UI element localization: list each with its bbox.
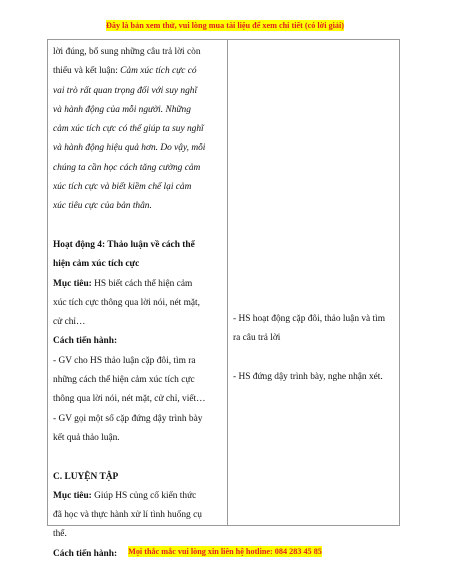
conclusion-line: và hành động của mỗi người. Những xyxy=(53,104,191,115)
preview-banner xyxy=(0,21,450,30)
spacer xyxy=(53,448,225,467)
method-label: Cách tiến hành: xyxy=(53,548,118,559)
goal-line: xúc tích cực thông qua lời nói, nét mặt, xyxy=(53,297,200,308)
activity-4-heading: Hoạt động 4: Thảo luận về cách thể xyxy=(53,239,195,250)
conclusion-line: xúc tiêu cực của bản thân. xyxy=(53,201,152,212)
conclusion-line: chúng ta cần học cách tăng cường cảm xyxy=(53,162,201,173)
teacher-activity-column xyxy=(53,43,225,564)
method-line: - GV gọi một số cặp đứng dậy trình bày xyxy=(53,413,203,424)
student-line: ra câu trả lời xyxy=(233,333,281,344)
section-c-heading: C. LUYỆN TẬP xyxy=(53,471,119,482)
hotline-banner-text: Mọi thắc mắc vui lòng xin liên hệ hotline: 084 283 45 85 xyxy=(128,547,322,556)
goal-line: Mục tiêu: Giúp HS củng cố kiến thức xyxy=(53,490,197,501)
conclusion-line: cảm xúc tích cực có thể giúp ta suy nghĩ xyxy=(53,124,204,135)
student-activity-column xyxy=(233,310,398,387)
student-line xyxy=(233,349,398,368)
goal-line: đã học và thực hành xử lí tình huống cụ xyxy=(53,510,202,521)
goal-line: Mục tiêu: HS biết cách thể hiện cảm xyxy=(53,278,193,289)
conclusion-line: xúc tích cực và biết kiềm chế lại cảm xyxy=(53,182,192,193)
method-line: thông qua lời nói, nét mặt, cử chỉ, viết… xyxy=(53,394,206,405)
conclusion-line: và hành động hiệu quả hơn. Do vậy, mỗi xyxy=(53,143,206,154)
spacer xyxy=(53,217,225,236)
method-label: Cách tiến hành: xyxy=(53,336,118,347)
method-line: những cách thể hiện cảm xúc tích cực xyxy=(53,375,195,386)
intro-line: thiếu và kết luận: Cảm xúc tích cực có xyxy=(53,66,197,77)
method-line: kết quả thảo luận. xyxy=(53,432,120,443)
goal-line: cử chỉ… xyxy=(53,317,86,328)
goal-label: Mục tiêu: xyxy=(53,278,92,289)
activity-4-heading: hiện cảm xúc tích cực xyxy=(53,259,140,270)
student-line: - HS đứng dậy trình bày, nghe nhận xét. xyxy=(233,371,383,382)
conclusion-line: vai trò rất quan trọng đối với suy nghĩ xyxy=(53,85,198,96)
goal-line: thể. xyxy=(53,529,67,540)
student-line: - HS hoạt động cặp đôi, thảo luận và tìm xyxy=(233,314,386,324)
goal-label: Mục tiêu: xyxy=(53,490,92,501)
intro-line: lời đúng, bổ sung những câu trả lời còn xyxy=(53,47,201,57)
method-line: - GV cho HS thảo luận cặp đôi, tìm ra xyxy=(53,355,196,366)
hotline-banner xyxy=(0,547,450,556)
preview-banner-text: Đây là bản xem thử, vui lòng mua tài liệu để xem chi tiết (có lời giải) xyxy=(105,21,344,30)
column-divider xyxy=(227,40,228,525)
